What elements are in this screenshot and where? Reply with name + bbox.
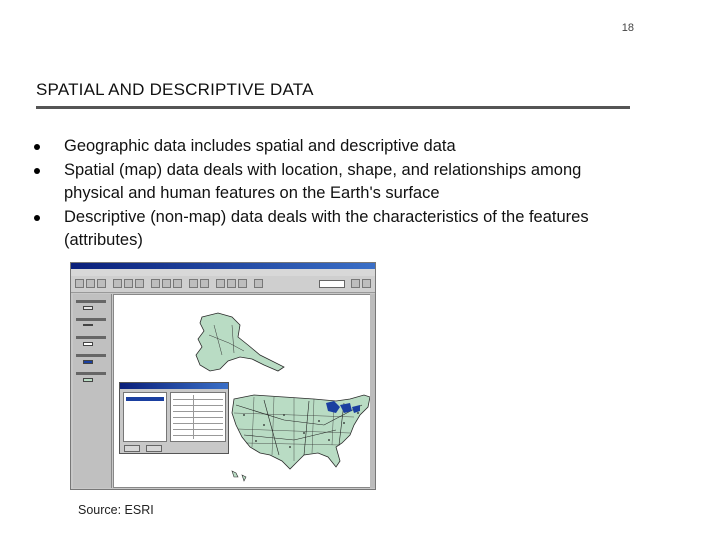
bullet-text: Spatial (map) data deals with location, shape, and relationships among physical and human features on the Earth's surface	[64, 160, 582, 202]
dialog-button	[124, 445, 140, 452]
attribute-feature-list	[123, 392, 167, 442]
alaska-map-shape	[196, 313, 284, 371]
tool-icon	[135, 279, 144, 288]
dialog-button	[146, 445, 162, 452]
toc-item	[76, 372, 106, 375]
bullet-item	[34, 206, 634, 253]
screenshot-table-of-contents	[73, 294, 112, 488]
title-divider	[36, 106, 630, 109]
tool-icon	[97, 279, 106, 288]
attribute-dialog-title-bar	[120, 383, 228, 389]
tool-icon	[86, 279, 95, 288]
legend-swatch-icon	[83, 378, 93, 382]
legend-swatch-icon	[83, 324, 93, 326]
attribute-row	[173, 435, 223, 436]
toc-item	[76, 300, 106, 303]
tool-icon	[162, 279, 171, 288]
bullet-text: Descriptive (non-map) data deals with the characteristics of the features (attributes)	[64, 207, 589, 249]
toc-item	[76, 336, 106, 339]
bullet-dot-icon	[34, 215, 40, 221]
screenshot-toolbar	[71, 276, 375, 293]
attribute-column-divider	[193, 395, 194, 439]
selected-row	[126, 397, 164, 401]
slide-title: SPATIAL AND DESCRIPTIVE DATA	[36, 80, 314, 99]
tool-icon	[254, 279, 263, 288]
attribute-row	[173, 405, 223, 406]
legend-swatch-icon	[83, 306, 93, 310]
bullet-item	[34, 135, 634, 159]
tool-icon	[113, 279, 122, 288]
tool-icon	[173, 279, 182, 288]
gis-software-screenshot	[70, 262, 376, 490]
tool-icon	[151, 279, 160, 288]
page-number: 18	[621, 22, 634, 34]
tool-icon	[238, 279, 247, 288]
tool-icon	[351, 279, 360, 288]
tool-icon	[189, 279, 198, 288]
bullet-item	[34, 159, 634, 206]
bullet-dot-icon	[34, 168, 40, 174]
legend-swatch-icon	[83, 360, 93, 364]
screenshot-scrollbar	[370, 294, 375, 488]
tool-icon	[75, 279, 84, 288]
attribute-row	[173, 429, 223, 430]
toc-item	[76, 318, 106, 321]
toc-item	[76, 354, 106, 357]
tool-icon	[227, 279, 236, 288]
scale-box	[319, 280, 345, 288]
bullet-text: Geographic data includes spatial and descriptive data	[64, 137, 456, 155]
tool-icon	[362, 279, 371, 288]
tool-icon	[216, 279, 225, 288]
attribute-row	[173, 423, 223, 424]
bullet-dot-icon	[34, 144, 40, 150]
attribute-row	[173, 417, 223, 418]
attribute-table	[170, 392, 226, 442]
attribute-row	[173, 399, 223, 400]
attribute-dialog	[119, 382, 229, 454]
screenshot-menu-bar	[71, 269, 375, 276]
attribute-row	[173, 411, 223, 412]
image-source-caption: Source: ESRI	[78, 503, 154, 517]
tool-icon	[200, 279, 209, 288]
hawaii-map-shape	[232, 471, 246, 481]
tool-icon	[124, 279, 133, 288]
bullet-list	[34, 135, 634, 253]
legend-swatch-icon	[83, 342, 93, 346]
